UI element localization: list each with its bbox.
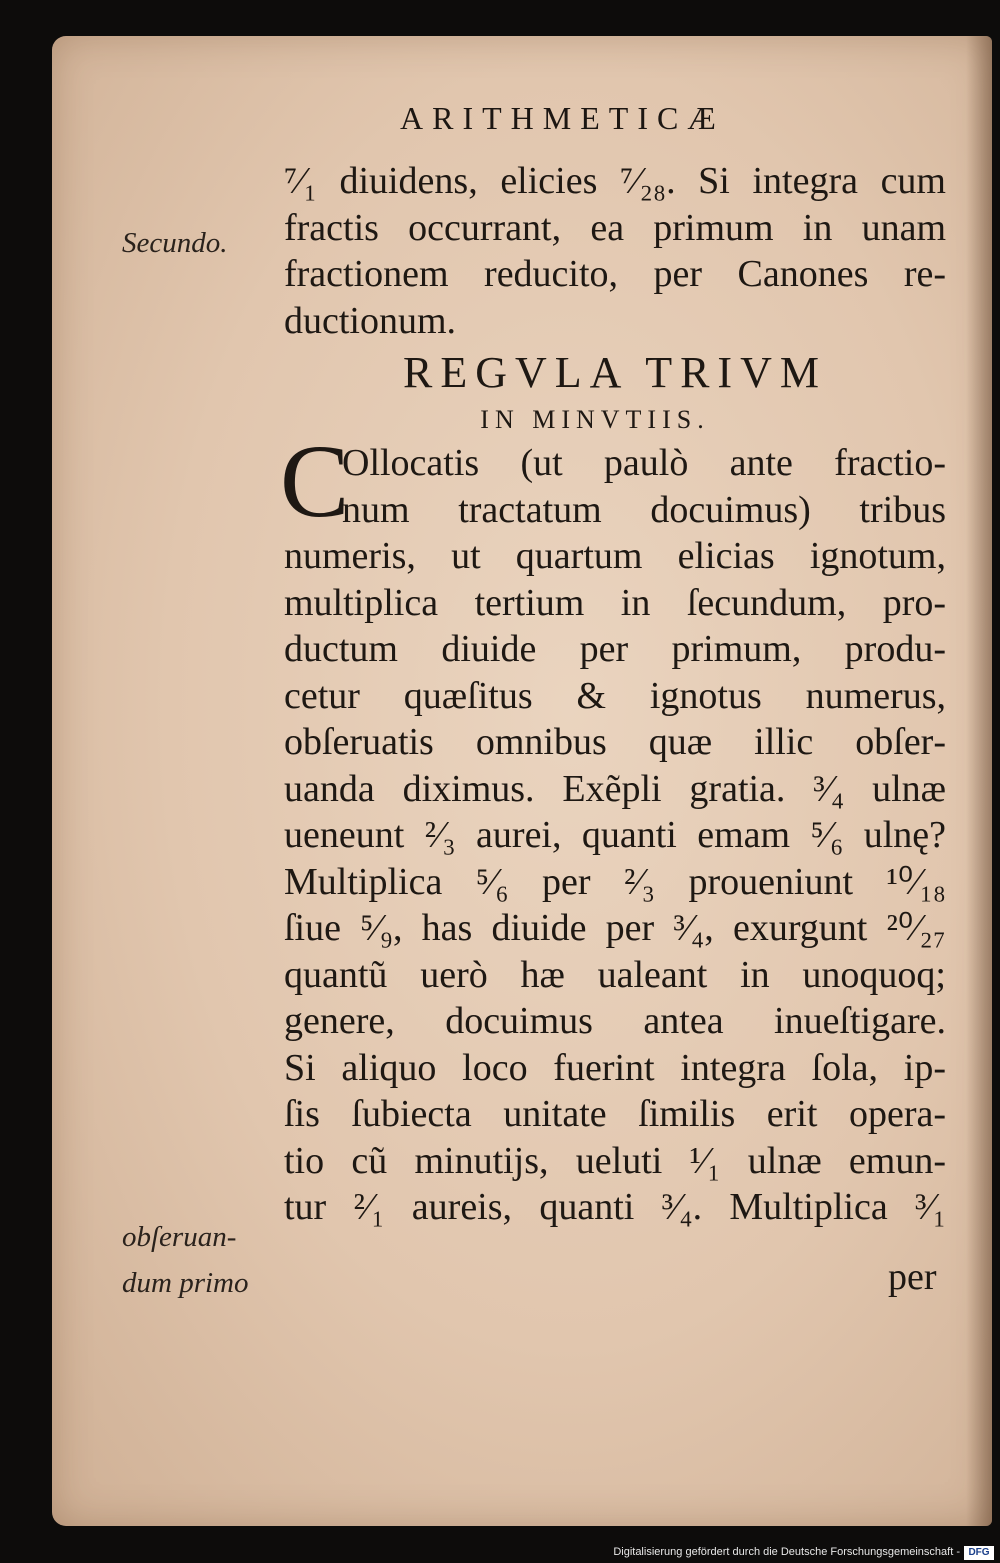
text-line: fractis occurrant, ea primum in unam [284,206,946,249]
text-line: cetur quæſitus & ignotus numerus, [284,674,946,717]
text-line: quantũ uerò hæ ualeant in unoquoq; [284,953,946,996]
text-line: ductum diuide per primum, produ‑ [284,628,946,670]
text-line: Ollocatis (ut paulò ante fractio‑ [342,442,946,484]
text-line: ſiue ⁵⁄₉, has diuide per ³⁄₄, exurgunt ²⁰⁄₂₇ [284,907,946,949]
marginal-note-secundo: Secundo. [122,227,228,259]
paragraph-regula-trium [280,424,946,1231]
text-line: tur ²⁄₁ aureis, quanti ³⁄₄. Multiplica ³⁄₁ [284,1186,946,1228]
text-line: Si aliquo loco fuerint integra ſola, ip‑ [284,1046,946,1089]
text-line: ⁷⁄₁ diuidens, elicies ⁷⁄₂₈. Si integra cum [284,160,946,202]
main-text-block [280,158,946,1231]
running-head: ARITHMETICÆ [400,100,725,136]
text-line: ſis ſubiecta unitate ſimilis erit opera‑ [284,1093,946,1135]
text-line: fractionem reducito, per Canones re‑ [284,253,946,295]
section-subheading: IN MINVTIIS. [480,405,710,434]
text-line: obſeruatis omnibus quæ illic obſer‑ [284,721,946,763]
text-line: num tractatum docuimus) tribus [342,488,946,531]
catchword: per [888,1256,937,1298]
text-line: tio cũ minutijs, ueluti ¹⁄₁ ulnæ emun‑ [284,1139,946,1182]
marginal-note-observandum-1: obſeruan‑ [122,1221,237,1253]
dfg-logo: DFG [964,1546,994,1560]
text-line: multiplica tertium in ſecundum, pro‑ [284,581,946,624]
text-line: ueneunt ²⁄₃ aurei, quanti emam ⁵⁄₆ ulnę? [284,814,946,856]
text-line: ductionum. [284,299,457,342]
text-line: uanda diximus. Exẽpli gratia. ³⁄₄ ulnæ [284,767,946,810]
text-line: numeris, ut quartum elicias ignotum, [284,535,946,577]
drop-cap: C [280,424,350,539]
text-line: Multiplica ⁵⁄₆ per ²⁄₃ proueniunt ¹⁰⁄₁₈ [284,860,946,903]
text-line: genere, docuimus antea inueſtigare. [284,1000,946,1042]
section-heading: REGVLA TRIVM [403,348,827,397]
marginal-note-observandum-2: dum primo [122,1267,249,1299]
page-gutter-shadow [966,36,992,1526]
digitization-credit: Digitalisierung gefördert durch die Deutsche Forschungsgemeinschaft - [613,1546,960,1558]
